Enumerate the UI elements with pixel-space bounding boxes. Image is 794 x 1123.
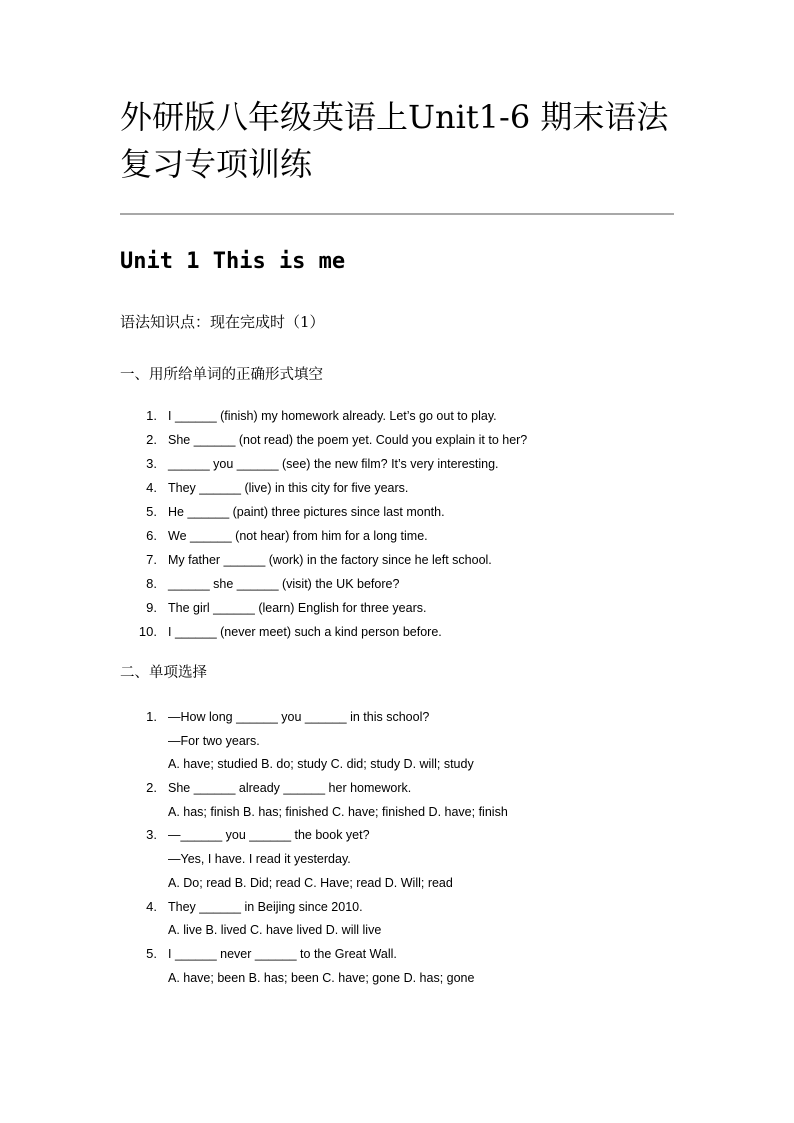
answer-options: A. Do; read B. Did; read C. Have; read D. Will; read <box>168 875 453 890</box>
question-number: 7. <box>146 552 157 567</box>
question-number: 3. <box>146 456 157 471</box>
answer-options: A. have; been B. has; been C. have; gone D. has; gone <box>168 970 475 985</box>
answer-options: A. have; studied B. do; study C. did; study D. will; study <box>168 757 474 772</box>
question-stem: I ______ never ______ to the Great Wall. <box>168 946 397 961</box>
question-line: —For two years. <box>168 733 260 748</box>
document-title: 外研版八年级英语上Unit1-6 期末语法复习专项训练 <box>120 98 669 183</box>
question-text: ______ she ______ (visit) the UK before? <box>168 577 400 591</box>
question-stem: —______ you ______ the book yet? <box>168 828 370 843</box>
grammar-point-heading: 语法知识点：现在完成时（1） <box>120 313 325 331</box>
question-text: I ______ (finish) my homework already. Let’s go out to play. <box>168 409 497 423</box>
question-stem: —How long ______ you ______ in this school? <box>168 710 430 724</box>
question-number: 3. <box>146 827 157 843</box>
question-number: 1. <box>146 408 157 423</box>
question-text: We ______ (not hear) from him for a long time. <box>168 529 428 543</box>
question-number: 2. <box>146 432 157 447</box>
question-number: 2. <box>146 780 157 796</box>
question-text: He ______ (paint) three pictures since last month. <box>168 505 445 519</box>
question-number: 4. <box>146 898 157 914</box>
question-number: 4. <box>146 480 157 495</box>
question-number: 6. <box>146 528 157 543</box>
question-stem: They ______ in Beijing since 2010. <box>168 899 363 914</box>
question-number: 10. <box>138 624 157 639</box>
title-divider <box>120 213 674 215</box>
question-line: —Yes, I have. I read it yesterday. <box>168 852 351 867</box>
question-number: 9. <box>146 600 157 615</box>
question-text: ______ you ______ (see) the new film? It’s very interesting. <box>168 457 499 471</box>
answer-options: A. live B. lived C. have lived D. will live <box>168 923 382 938</box>
question-number: 1. <box>146 709 157 724</box>
question-number: 5. <box>146 945 157 961</box>
question-text: They ______ (live) in this city for five years. <box>168 481 409 495</box>
question-number: 5. <box>146 504 157 519</box>
answer-options: A. has; finish B. has; finished C. have; finished D. have; finish <box>168 804 508 819</box>
question-text: The girl ______ (learn) English for three years. <box>168 601 427 615</box>
question-stem: She ______ already ______ her homework. <box>168 781 412 796</box>
question-text: My father ______ (work) in the factory since he left school. <box>168 553 492 567</box>
unit-heading: Unit 1 This is me <box>120 249 346 274</box>
question-number: 8. <box>146 576 157 591</box>
section-1-title: 一、用所给单词的正确形式填空 <box>120 367 323 383</box>
section-2-title: 二、单项选择 <box>120 665 207 681</box>
question-text: She ______ (not read) the poem yet. Could you explain it to her? <box>168 433 528 447</box>
question-text: I ______ (never meet) such a kind person before. <box>168 625 442 639</box>
